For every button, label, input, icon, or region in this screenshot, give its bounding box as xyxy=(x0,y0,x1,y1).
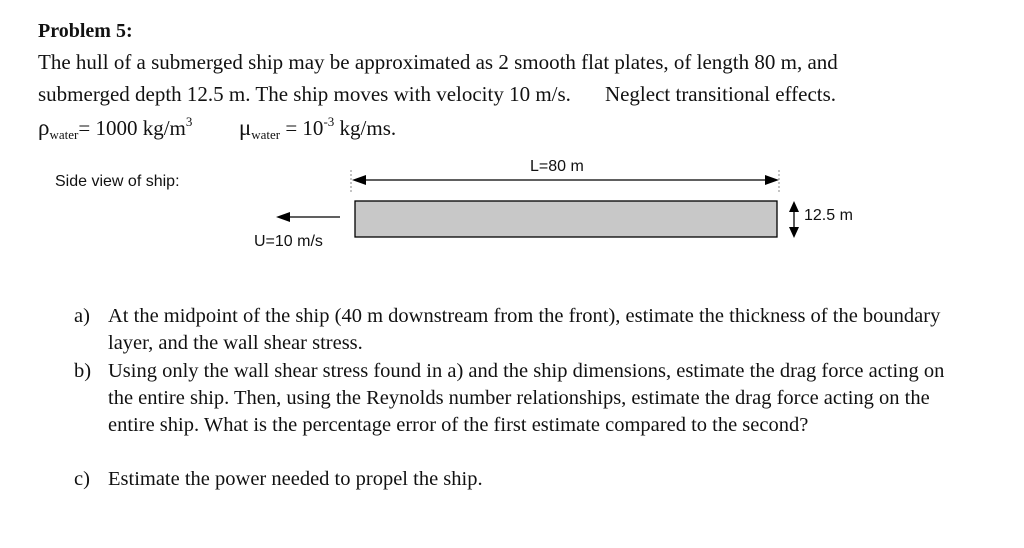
length-label: L=80 m xyxy=(530,158,584,175)
rho-subscript: water xyxy=(49,127,79,142)
question-c xyxy=(74,466,958,493)
depth-dimension-arrow xyxy=(789,201,799,238)
question-text: Using only the wall shear stress found in a) and the ship dimensions, estimate the drag force acting on the entire ship. Then, using the Reynolds number relationships, estimate the drag force acting on the entire ship. What is the percentage error of the first estimate compared to the second? xyxy=(108,360,945,436)
rho-symbol: ρ xyxy=(38,115,50,140)
question-text: At the midpoint of the ship (40 m downstream from the front), estimate the thickness of the boundary layer, and the wall shear stress. xyxy=(108,305,941,354)
problem-title: Problem 5: xyxy=(38,20,133,42)
question-letter: a) xyxy=(74,305,90,327)
question-b xyxy=(74,358,958,439)
mu-symbol: μ xyxy=(238,115,252,140)
mu-subscript: water xyxy=(251,127,281,142)
question-a xyxy=(74,303,958,357)
side-view-label: Side view of ship: xyxy=(55,173,180,190)
question-text: Estimate the power needed to propel the ship. xyxy=(108,468,483,490)
mu-value: = 10 xyxy=(280,116,324,140)
statement-neglect: Neglect transitional effects. xyxy=(604,82,837,106)
mu-exponent: -3 xyxy=(323,114,335,129)
rho-exponent: 3 xyxy=(185,114,193,129)
depth-label: 12.5 m xyxy=(804,207,853,224)
question-letter: b) xyxy=(74,360,92,382)
rho-value: = 1000 kg/m xyxy=(78,116,186,140)
mu-unit: kg/ms. xyxy=(334,116,397,140)
statement-velocity: submerged depth 12.5 m. The ship moves with velocity 10 m/s. xyxy=(38,82,571,106)
velocity-arrow xyxy=(276,212,340,222)
question-letter: c) xyxy=(74,468,90,490)
velocity-label: U=10 m/s xyxy=(254,233,323,250)
problem-statement-line-1: The hull of a submerged ship may be approximated as 2 smooth flat plates, of length 80 m, and xyxy=(38,50,838,74)
ship-hull-plate xyxy=(355,201,777,237)
length-dimension-arrow xyxy=(351,170,779,192)
